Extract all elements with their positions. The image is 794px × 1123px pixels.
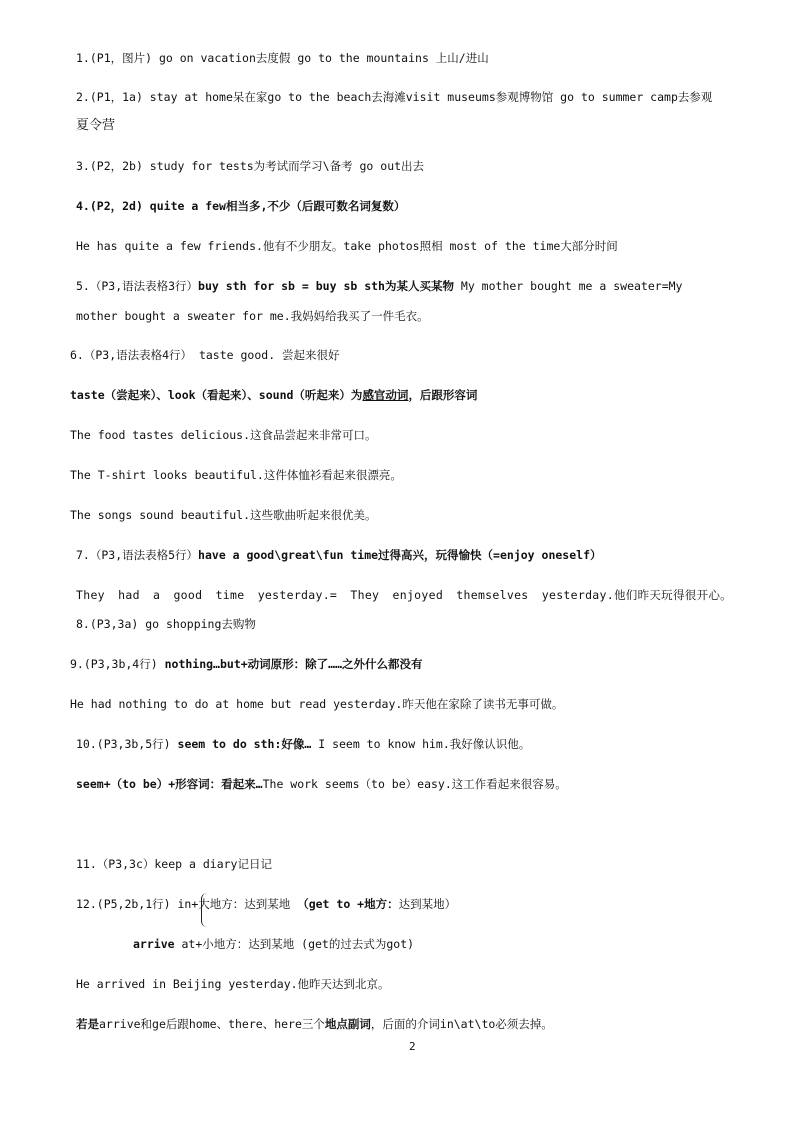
item-6-example-3: The songs sound beautiful.这些歌曲听起来很优美。 [70, 508, 377, 522]
item-8: 8.(P3,3a) go shopping去购物 [76, 617, 256, 631]
item-5: 5.（P3,语法表格3行）buy sth for sb = buy sb sth为某人买某物 My mother bought me a sweater=My [76, 279, 683, 293]
item-1: 1.(P1，图片) go on vacation去度假 go to the mountains 上山/进山 [76, 51, 489, 65]
item-2-continued: 夏令营 [76, 118, 116, 133]
item-10-rule: seem+（to be）+形容词：看起来…The work seems（to be）easy.这工作看起来很容易。 [76, 777, 567, 791]
item-6-example-1: The food tastes delicious.这食品尝起来非常可口。 [70, 428, 377, 442]
item-12-example: He arrived in Beijing yesterday.他昨天达到北京。 [76, 977, 390, 991]
item-11: 11.（P3,3c）keep a diary记日记 [76, 857, 272, 871]
item-9-example: He had nothing to do at home but read yesterday.昨天他在家除了读书无事可做。 [70, 697, 564, 711]
item-9: 9.(P3,3b,4行) nothing…but+动词原形：除了……之外什么都没有 [70, 657, 423, 671]
item-12-note: 若是arrive和ge后跟home、there、here三个地点副词，后面的介词in\at\to必须去掉。 [76, 1017, 553, 1031]
item-7: 7.（P3,语法表格5行）have a good\great\fun time过得高兴，玩得愉快（=enjoy oneself） [76, 548, 602, 562]
item-10: 10.(P3,3b,5行) seem to do sth:好像… I seem to know him.我好像认识他。 [76, 737, 531, 751]
item-5-continued: mother bought a sweater for me.我妈妈给我买了一件毛衣。 [76, 309, 429, 323]
item-12-arrive: arrive at+小地方：达到某地 (get的过去式为got) [133, 937, 415, 951]
item-12: 12.(P5,2b,1行) in+大地方：达到某地 （get to +地方：达到某地） [76, 897, 457, 911]
page-number: 2 [409, 1040, 416, 1053]
item-6: 6.（P3,语法表格4行） taste good. 尝起来很好 [70, 348, 340, 362]
item-6-example-2: The T-shirt looks beautiful.这件体恤衫看起来很漂亮。 [70, 468, 402, 482]
item-4: 4.(P2，2d) quite a few相当多,不少（后跟可数名词复数） [76, 199, 406, 213]
item-4-example: He has quite a few friends.他有不少朋友。take photos照相 most of the time大部分时间 [76, 239, 618, 253]
item-3: 3.(P2，2b) study for tests为考试而学习\备考 go out出去 [76, 159, 425, 173]
item-6-rule: taste（尝起来）、look（看起来）、sound（听起来）为感官动词，后跟形容词 [70, 388, 478, 402]
item-2: 2.(P1，1a) stay at home呆在家go to the beach去海滩visit museums参观博物馆 go to summer camp去参观 [76, 90, 713, 104]
item-7-example: They had a good time yesterday.= They enjoyed themselves yesterday.他们昨天玩得很开心。 [76, 588, 732, 602]
